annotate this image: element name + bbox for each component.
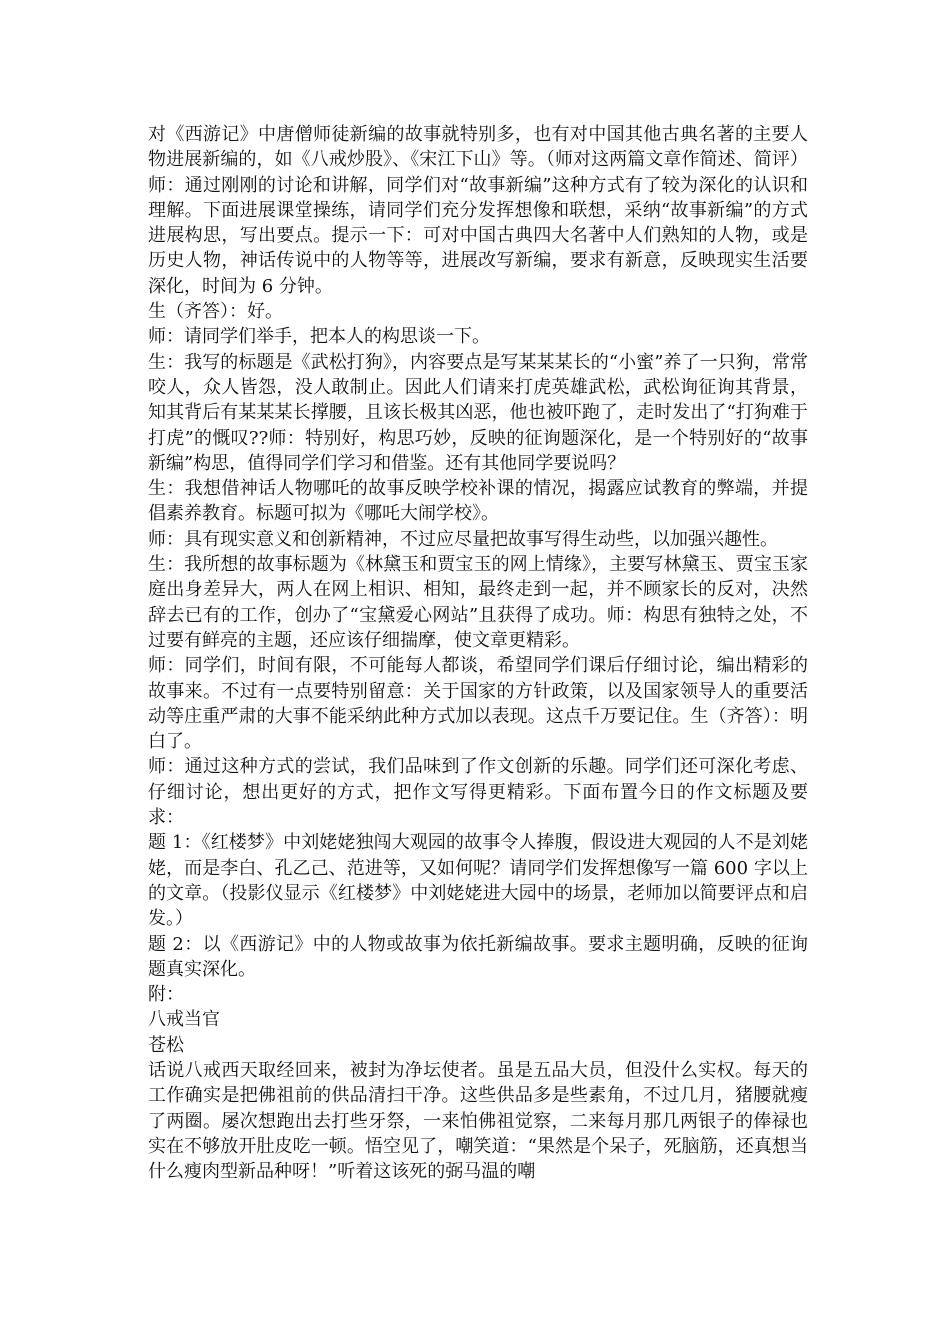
paragraph-4: 生：我写的标题是《武松打狗》，内容要点是写某某某长的“小蜜”养了一只狗，常常咬人，众人皆怨，没人敢制止。因此人们请来打虎英雄武松，武松询征询其背景，知其背后有某某某长撑腰，且该长极其凶恶，他也被吓跑了，走时发出了“打狗难于打虎”的慨叹??师：特别好，构思巧妙，反映的征询题深化，是一个特别好的“故事新编”构思，值得同学们学习和借鉴。还有其他同学要说吗？ — [148, 351, 808, 474]
paragraph-6: 师：具有现实意义和创新精神，不过应尽量把故事写得生动些，以加强兴趣性。 — [148, 528, 778, 550]
paragraph-10: 题 1：《红楼梦》中刘姥姥独闯大观园的故事令人捧腹，假设进大观园的人不是刘姥姥，而是李白、孔乙己、范进等，又如何呢？请同学们发挥想像写一篇 600 字以上的文章。（投影仪显示《红楼梦》中刘姥姥进大园中的场景，老师加以简要评点和启发。） — [148, 832, 808, 930]
story-title: 八戒当官 — [148, 1009, 220, 1031]
paragraph-11: 题 2：以《西游记》中的人物或故事为依托新编故事。要求主题明确，反映的征询题真实深化。 — [148, 933, 808, 980]
paragraph-8: 师：同学们，时间有限，不可能每人都谈，希望同学们课后仔细讨论，编出精彩的故事来。不过有一点要特别留意：关于国家的方针政策，以及国家领导人的重要活动等庄重严肃的大事不能采纳此种方式加以表现。这点千万要记住。生（齐答）：明白了。 — [148, 655, 808, 753]
paragraph-9: 师：通过这种方式的尝试，我们品味到了作文创新的乐趣。同学们还可深化考虑、仔细讨论，想出更好的方式，把作文写得更精彩。下面布置今日的作文标题及要求： — [148, 756, 808, 829]
paragraph-2: 生（齐答）：好。 — [148, 301, 283, 323]
document-page — [148, 122, 808, 1184]
paragraph-1: 对《西游记》中唐僧师徒新编的故事就特别多，也有对中国其他古典名著的主要人物进展新编的，如《八戒炒股》、《宋江下山》等。（师对这两篇文章作简述、简评）师：通过刚刚的讨论和讲解，同学们对“故事新编”这种方式有了较为深化的认识和理解。下面进展课堂操练，请同学们充分发挥想像和联想，采纳“故事新编”的方式进展构思，写出要点。提示一下：可对中国古典四大名著中人们熟知的人物，或是历史人物，神话传说中的人物等等，进展改写新编，要求有新意，反映现实生活要深化，时间为 6 分钟。 — [148, 124, 808, 297]
story-author: 苍松 — [148, 1034, 184, 1056]
paragraph-7: 生：我所想的故事标题为《林黛玉和贾宝玉的网上情缘》，主要写林黛玉、贾宝玉家庭出身差异大，两人在网上相识、相知，最终走到一起，并不顾家长的反对，决然辞去已有的工作，创办了“宝黛爱心网站”且获得了成功。师：构思有独特之处，不过要有鲜亮的主题，还应该仔细揣摩，使文章更精彩。 — [148, 554, 808, 651]
paragraph-3: 师：请同学们举手，把本人的构思谈一下。 — [148, 326, 490, 348]
paragraph-5: 生：我想借神话人物哪吒的故事反映学校补课的情况，揭露应试教育的弊端，并提倡素养教育。标题可拟为《哪吒大闹学校》。 — [148, 478, 808, 525]
appendix-label: 附： — [148, 984, 184, 1006]
story-body: 话说八戒西天取经回来，被封为净坛使者。虽是五品大员，但没什么实权。每天的工作确实是把佛祖前的供品清扫干净。这些供品多是些素角，不过几月，猪腰就瘦了两圈。屡次想跑出去打些牙祭，一来怕佛祖觉察，二来每月那几两银子的俸禄也实在不够放开肚皮吃一顿。悟空见了，嘲笑道：“果然是个呆子，死脑筋，还真想当什么瘦肉型新品种呀！”听着这该死的弼马温的嘲 — [148, 1059, 808, 1183]
